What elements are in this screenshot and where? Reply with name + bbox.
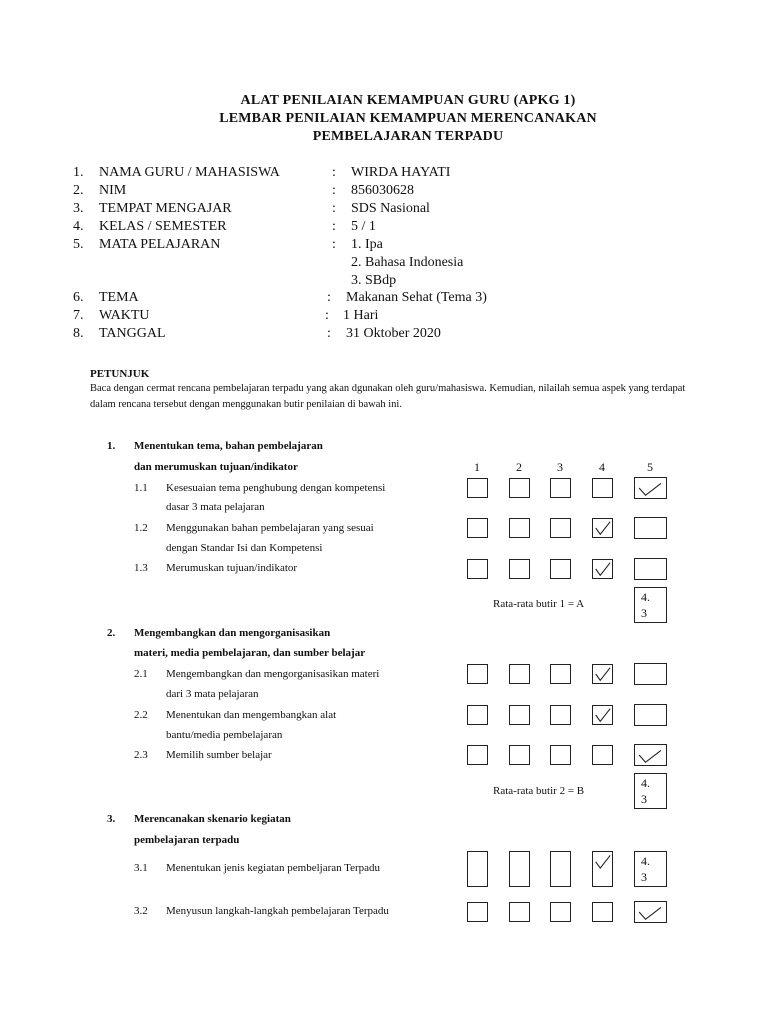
rating-checkbox[interactable] (509, 664, 530, 684)
section-title: dan merumuskan tujuan/indikator (134, 461, 298, 473)
rating-checkbox[interactable] (509, 559, 530, 579)
rating-checkbox[interactable] (550, 902, 571, 922)
rating-checkbox[interactable] (509, 902, 530, 922)
rating-checkbox[interactable] (550, 664, 571, 684)
item-code: 1.3 (134, 562, 148, 574)
rating-checkbox[interactable] (467, 518, 488, 538)
info-label: NIM (99, 183, 127, 198)
rating-checkbox[interactable] (550, 559, 571, 579)
info-colon: : (332, 183, 336, 198)
info-value: 856030628 (351, 183, 414, 198)
rating-checkbox[interactable] (550, 478, 571, 498)
rating-checkbox[interactable] (509, 851, 530, 887)
subject-item: 2. Bahasa Indonesia (351, 255, 464, 270)
rating-checkbox[interactable] (634, 744, 667, 766)
rating-checkbox[interactable] (634, 517, 667, 539)
info-label: MATA PELAJARAN (99, 237, 221, 252)
item-code: 3.2 (134, 905, 148, 917)
check-icon (593, 852, 612, 886)
item-text: Merumuskan tujuan/indikator (166, 562, 298, 574)
info-num: 1. (73, 165, 84, 180)
scale-number: 4 (599, 460, 605, 474)
item-text: dengan Standar Isi dan Kompetensi (166, 542, 323, 554)
subject-item: 3. SBdp (351, 273, 397, 288)
info-label: NAMA GURU / MAHASISWA (99, 165, 280, 180)
info-label: TEMA (99, 290, 139, 305)
rating-checkbox[interactable] (467, 851, 488, 887)
rating-checkbox[interactable] (467, 902, 488, 922)
info-num: 4. (73, 219, 84, 234)
info-num: 3. (73, 201, 84, 216)
rating-checkbox[interactable] (550, 518, 571, 538)
rating-checkbox[interactable] (509, 745, 530, 765)
rating-checkbox[interactable] (467, 559, 488, 579)
scale-number: 5 (647, 460, 653, 474)
rating-checkbox[interactable] (467, 478, 488, 498)
info-colon: : (325, 308, 329, 323)
item-text: dari 3 mata pelajaran (166, 688, 259, 700)
item-code: 2.2 (134, 709, 148, 721)
check-icon (635, 745, 666, 765)
average-label: Rata-rata butir 2 = B (493, 785, 585, 797)
rating-checkbox[interactable] (592, 518, 613, 538)
document-title-line-2: LEMBAR PENILAIAN KEMAMPUAN MERENCANAKAN (219, 111, 597, 126)
item-text: dasar 3 mata pelajaran (166, 501, 265, 513)
rating-checkbox[interactable] (467, 705, 488, 725)
info-num: 5. (73, 237, 84, 252)
rating-checkbox[interactable] (592, 705, 613, 725)
item-code: 1.2 (134, 522, 148, 534)
item-text: Menentukan jenis kegiatan pembeljaran Terpadu (166, 862, 381, 874)
rating-checkbox[interactable] (592, 664, 613, 684)
info-num: 2. (73, 183, 84, 198)
rating-checkbox[interactable] (634, 477, 667, 499)
info-colon: : (332, 237, 336, 252)
check-icon (593, 519, 612, 537)
average-label: Rata-rata butir 1 = A (493, 598, 585, 610)
item-text: Memilih sumber belajar (166, 749, 272, 761)
document-title-line-3: PEMBELAJARAN TERPADU (312, 129, 504, 144)
average-score-box: 4. 3 (634, 587, 667, 623)
rating-checkbox[interactable] (592, 478, 613, 498)
average-score-box: 4. 3 (634, 773, 667, 809)
instructions-heading: PETUNJUK (90, 368, 150, 380)
scale-number: 1 (474, 460, 480, 474)
info-value: 1. Ipa (351, 237, 383, 252)
rating-checkbox[interactable] (550, 851, 571, 887)
section-title: Merencanakan skenario kegiatan (134, 813, 291, 825)
section-title: materi, media pembelajaran, dan sumber belajar (134, 647, 366, 659)
rating-checkbox[interactable] (592, 851, 613, 887)
rating-checkbox[interactable] (509, 478, 530, 498)
item-text: Menentukan dan mengembangkan alat (166, 709, 337, 721)
item-code: 1.1 (134, 482, 148, 494)
rating-checkbox[interactable] (467, 745, 488, 765)
score-box: 4. 3 (634, 851, 667, 887)
rating-checkbox[interactable] (467, 664, 488, 684)
info-value: Makanan Sehat (Tema 3) (346, 290, 487, 305)
item-text: bantu/media pembelajaran (166, 729, 283, 741)
item-code: 3.1 (134, 862, 148, 874)
info-num: 7. (73, 308, 84, 323)
info-colon: : (332, 219, 336, 234)
section-number: 2. (107, 627, 116, 639)
info-value: 1 Hari (343, 308, 379, 323)
info-colon: : (332, 201, 336, 216)
item-code: 2.3 (134, 749, 148, 761)
info-label: TEMPAT MENGAJAR (99, 201, 232, 216)
info-value: SDS Nasional (351, 201, 430, 216)
rating-checkbox[interactable] (592, 745, 613, 765)
section-title: Mengembangkan dan mengorganisasikan (134, 627, 331, 639)
info-colon: : (327, 290, 331, 305)
section-title: Menentukan tema, bahan pembelajaran (134, 440, 323, 452)
document-title-line-1: ALAT PENILAIAN KEMAMPUAN GURU (APKG 1) (240, 93, 576, 108)
section-number: 3. (107, 813, 116, 825)
rating-checkbox[interactable] (634, 901, 667, 923)
instructions-text: Baca dengan cermat rencana pembelajaran terpadu yang akan dgunakan oleh guru/mahasiswa. Kemudian, nilailah semua aspek yang terdapat dalam rencana tersebut dengan menggunakan butir penilaian di bawah ini. (90, 383, 686, 410)
rating-checkbox[interactable] (509, 518, 530, 538)
item-code: 2.1 (134, 668, 148, 680)
rating-checkbox[interactable] (634, 704, 667, 726)
check-icon (593, 665, 612, 683)
item-text: Menggunakan bahan pembelajaran yang sesuai (166, 522, 374, 534)
info-num: 8. (73, 326, 84, 341)
check-icon (593, 560, 612, 578)
section-title: pembelajaran terpadu (134, 834, 240, 846)
section-number: 1. (107, 440, 116, 452)
info-num: 6. (73, 290, 84, 305)
info-label: TANGGAL (99, 326, 166, 341)
item-text: Mengembangkan dan mengorganisasikan materi (166, 668, 380, 680)
item-text: Kesesuaian tema penghubung dengan kompetensi (166, 482, 386, 494)
rating-checkbox[interactable] (550, 745, 571, 765)
info-colon: : (332, 165, 336, 180)
check-icon (593, 706, 612, 724)
rating-checkbox[interactable] (509, 705, 530, 725)
check-icon (635, 478, 666, 498)
check-icon (635, 902, 666, 922)
info-value: 31 Oktober 2020 (346, 326, 441, 341)
info-value: 5 / 1 (351, 219, 376, 234)
info-colon: : (327, 326, 331, 341)
rating-checkbox[interactable] (592, 902, 613, 922)
rating-checkbox[interactable] (592, 559, 613, 579)
info-label: WAKTU (99, 308, 150, 323)
info-value: WIRDA HAYATI (351, 165, 451, 180)
scale-number: 3 (557, 460, 563, 474)
item-text: Menyusun langkah-langkah pembelajaran Terpadu (166, 905, 389, 917)
rating-checkbox[interactable] (634, 663, 667, 685)
rating-checkbox[interactable] (634, 558, 667, 580)
rating-checkbox[interactable] (550, 705, 571, 725)
scale-number: 2 (516, 460, 522, 474)
info-label: KELAS / SEMESTER (99, 219, 227, 234)
